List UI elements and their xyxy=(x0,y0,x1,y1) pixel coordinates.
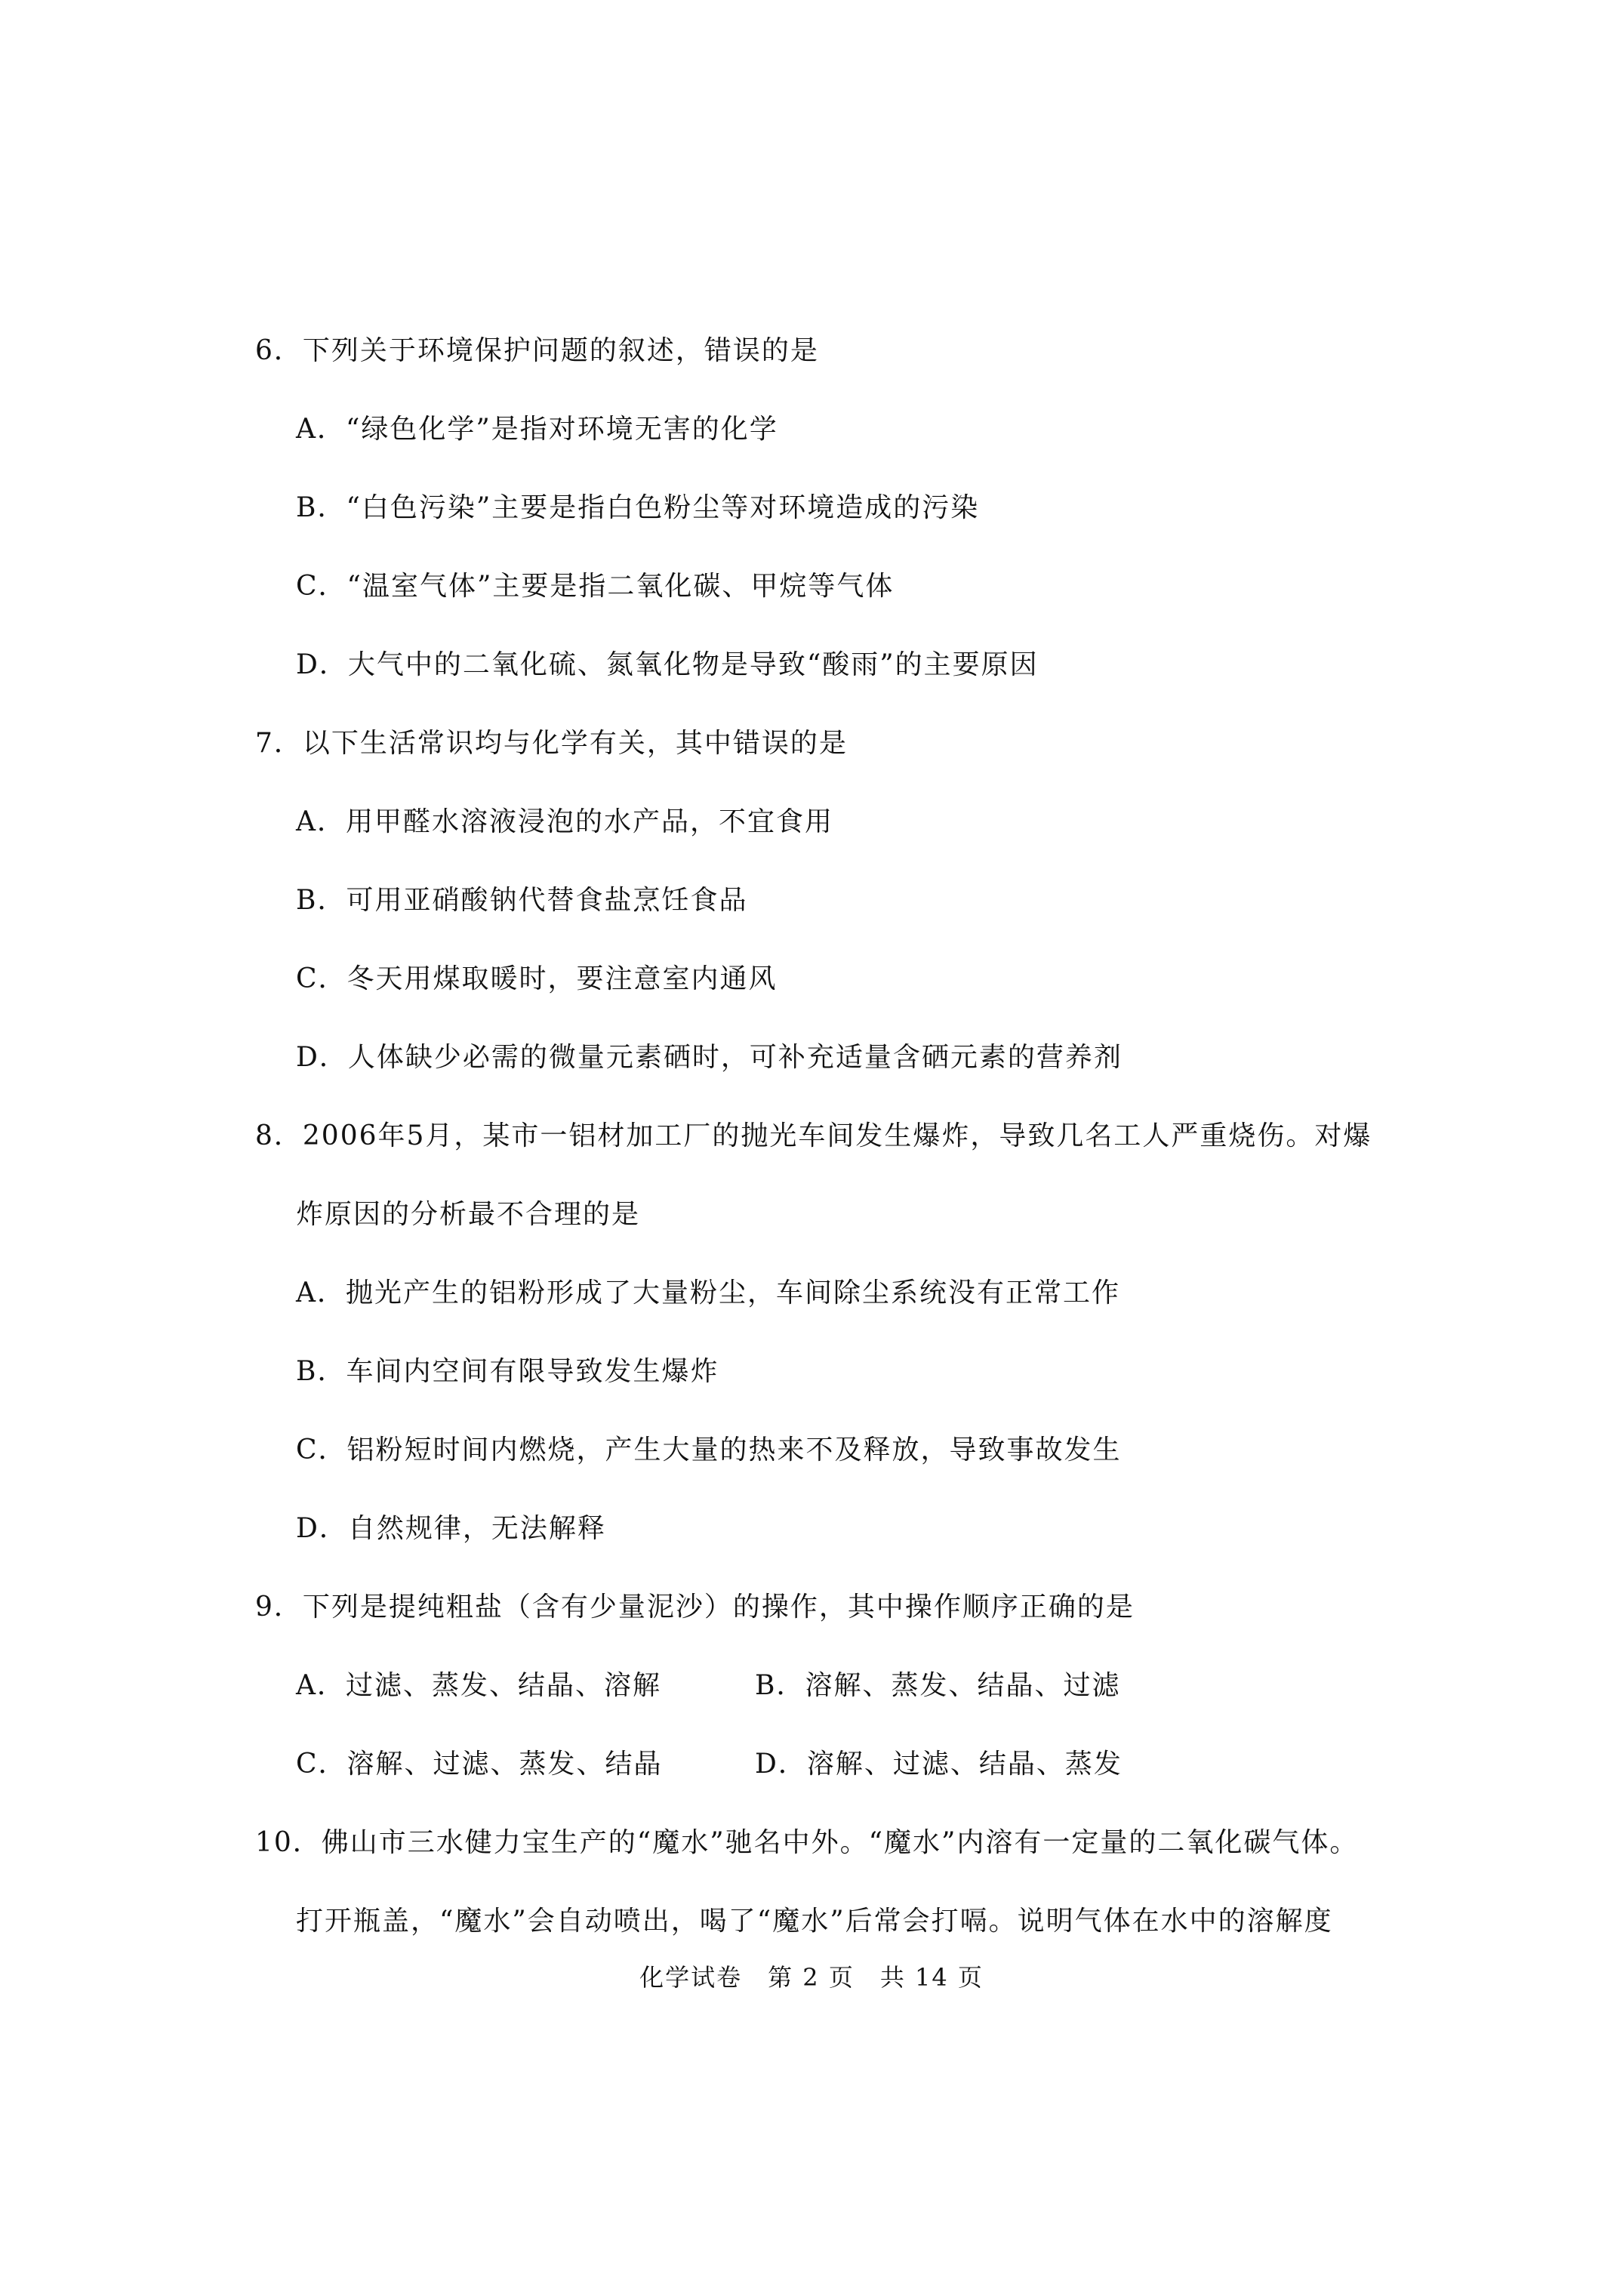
question-9-option-c: C．溶解、过滤、蒸发、结晶 xyxy=(296,1749,663,1780)
question-6-option-b: B．“白色污染”主要是指白色粉尘等对环境造成的污染 xyxy=(296,492,980,523)
question-7-option-d: D．人体缺少必需的微量元素硒时，可补充适量含硒元素的营养剂 xyxy=(296,1042,1123,1073)
question-8-option-b: B．车间内空间有限导致发生爆炸 xyxy=(296,1356,719,1387)
question-8-option-a: A．抛光产生的铝粉形成了大量粉尘，车间除尘系统没有正常工作 xyxy=(296,1277,1120,1308)
page-footer: 化学试卷 第 2 页 共 14 页 xyxy=(639,1963,984,1992)
question-6-option-d: D．大气中的二氧化硫、氮氧化物是导致“酸雨”的主要原因 xyxy=(296,649,1039,680)
question-8-option-d: D．自然规律，无法解释 xyxy=(296,1513,606,1544)
question-8-option-c: C．铝粉短时间内燃烧，产生大量的热来不及释放，导致事故发生 xyxy=(296,1435,1122,1465)
question-10-stem-continued: 打开瓶盖，“魔水”会自动喷出，喝了“魔水”后常会打嗝。说明气体在水中的溶解度 xyxy=(296,1906,1333,1937)
question-9-option-d: D．溶解、过滤、结晶、蒸发 xyxy=(755,1749,1123,1780)
question-8-stem: 8．2006年5月，某市一铝材加工厂的抛光车间发生爆炸，导致几名工人严重烧伤。对爆 xyxy=(255,1120,1372,1151)
question-7-stem: 7．以下生活常识均与化学有关，其中错误的是 xyxy=(255,728,848,759)
question-8-stem-continued: 炸原因的分析最不合理的是 xyxy=(296,1199,641,1230)
question-7-option-c: C．冬天用煤取暖时，要注意室内通风 xyxy=(296,963,778,994)
question-10-stem: 10．佛山市三水健力宝生产的“魔水”驰名中外。“魔水”内溶有一定量的二氧化碳气体。 xyxy=(255,1827,1359,1858)
question-7-option-b: B．可用亚硝酸钠代替食盐烹饪食品 xyxy=(296,885,748,916)
question-9-option-b: B．溶解、蒸发、结晶、过滤 xyxy=(755,1670,1121,1701)
question-7-option-a: A．用甲醛水溶液浸泡的水产品，不宜食用 xyxy=(296,806,833,837)
question-6-stem: 6．下列关于环境保护问题的叙述，错误的是 xyxy=(255,335,819,366)
question-6-option-a: A．“绿色化学”是指对环境无害的化学 xyxy=(296,414,778,445)
question-6-option-c: C．“温室气体”主要是指二氧化碳、甲烷等气体 xyxy=(296,571,895,602)
question-9-stem: 9．下列是提纯粗盐（含有少量泥沙）的操作，其中操作顺序正确的是 xyxy=(255,1592,1135,1623)
question-9-option-a: A．过滤、蒸发、结晶、溶解 xyxy=(296,1670,661,1701)
